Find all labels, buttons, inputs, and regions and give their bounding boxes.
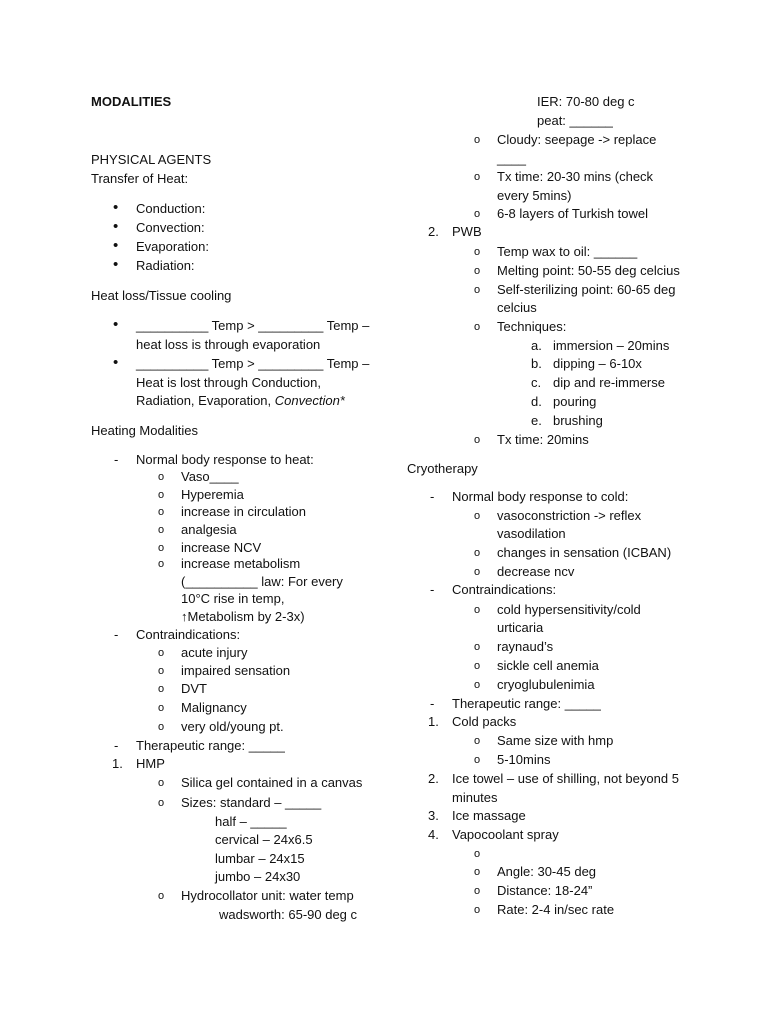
list-item: Distance: 18-24”	[497, 883, 593, 898]
therapeutic-range-cold: Therapeutic range: _____	[452, 696, 601, 711]
circle-bullet-icon: o	[474, 171, 481, 183]
list-item: Convection:	[136, 220, 205, 235]
list-item: Melting point: 50-55 deg celcius	[497, 263, 680, 278]
bullet-icon: •	[113, 256, 119, 273]
circle-bullet-icon: o	[474, 660, 481, 672]
circle-bullet-icon: o	[158, 683, 165, 695]
circle-bullet-icon: o	[158, 558, 165, 570]
list-letter: a.	[531, 338, 542, 353]
list-item-continued: 10°C rise in temp,	[181, 591, 285, 606]
hmp-heading: HMP	[136, 756, 165, 771]
list-item: Conduction:	[136, 201, 206, 216]
list-item: increase NCV	[181, 540, 262, 555]
circle-bullet-icon: o	[158, 647, 165, 659]
dash-marker: -	[430, 696, 435, 711]
list-item: Hyperemia	[181, 487, 244, 502]
convection-emphasis: Convection*	[274, 393, 345, 408]
technique-item: dipping – 6-10x	[553, 356, 642, 371]
document-title: MODALITIES	[91, 94, 172, 109]
list-item: Malignancy	[181, 700, 247, 715]
list-number: 1.	[112, 756, 123, 771]
circle-bullet-icon: o	[158, 797, 165, 809]
list-item: cold hypersensitivity/cold	[497, 602, 641, 617]
list-item: impaired sensation	[181, 663, 291, 678]
list-item: __________ Temp > _________ Temp –	[136, 356, 370, 371]
list-item: Tx time: 20-30 mins (check	[497, 169, 654, 184]
circle-bullet-icon: o	[158, 777, 165, 789]
vapocoolant-heading: Vapocoolant spray	[452, 827, 559, 842]
technique-item: immersion – 20mins	[553, 338, 670, 353]
list-item: increase metabolism	[181, 556, 301, 571]
circle-bullet-icon: o	[474, 566, 481, 578]
circle-bullet-icon: o	[158, 542, 165, 554]
circle-bullet-icon: o	[158, 665, 165, 677]
circle-bullet-icon: o	[158, 702, 165, 714]
list-item: Cloudy: seepage -> replace	[497, 132, 657, 147]
list-number: 1.	[428, 714, 439, 729]
normal-response-cold: Normal body response to cold:	[452, 489, 629, 504]
cold-packs-heading: Cold packs	[452, 714, 517, 729]
list-letter: e.	[531, 413, 542, 428]
circle-bullet-icon: o	[158, 524, 165, 536]
circle-bullet-icon: o	[474, 265, 481, 277]
cryotherapy-heading: Cryotherapy	[407, 461, 478, 476]
bullet-icon: •	[113, 237, 119, 254]
list-item: DVT	[181, 681, 207, 696]
circle-bullet-icon: o	[158, 489, 165, 501]
list-item-continued: ____	[497, 151, 526, 166]
circle-bullet-icon: o	[474, 246, 481, 258]
dash-marker: -	[114, 627, 119, 642]
circle-bullet-icon: o	[474, 321, 481, 333]
list-item-continued: (__________ law: For every	[181, 574, 343, 589]
list-item-continued: peat: ______	[537, 113, 613, 128]
list-item: Hydrocollator unit: water temp	[181, 888, 354, 903]
list-letter: b.	[531, 356, 542, 371]
list-item-continued: heat loss is through evaporation	[136, 337, 321, 352]
circle-bullet-icon: o	[474, 510, 481, 522]
bullet-icon: •	[113, 218, 119, 235]
circle-bullet-icon: o	[158, 471, 165, 483]
circle-bullet-icon: o	[474, 735, 481, 747]
list-item-continued: every 5mins)	[497, 188, 572, 203]
list-item: Silica gel contained in a canvas	[181, 775, 363, 790]
list-item-continued: IER: 70-80 deg c	[537, 94, 635, 109]
contraindications-cold: Contraindications:	[452, 582, 557, 597]
circle-bullet-icon: o	[474, 641, 481, 653]
circle-bullet-icon: o	[474, 679, 481, 691]
list-number: 2.	[428, 771, 439, 786]
list-item-continued: Heat is lost through Conduction,	[136, 375, 321, 390]
list-item: decrease ncv	[497, 564, 575, 579]
circle-bullet-icon: o	[158, 721, 165, 733]
list-item: raynaud’s	[497, 639, 554, 654]
technique-item: pouring	[553, 394, 597, 409]
circle-bullet-icon: o	[474, 547, 481, 559]
list-item-continued	[136, 392, 345, 409]
circle-bullet-icon: o	[474, 754, 481, 766]
pwb-heading: PWB	[452, 224, 482, 239]
bullet-icon: •	[113, 199, 119, 216]
circle-bullet-icon: o	[474, 208, 481, 220]
therapeutic-range-heat: Therapeutic range: _____	[136, 738, 285, 753]
list-item: Techniques:	[497, 319, 567, 334]
list-item: very old/young pt.	[181, 719, 284, 734]
normal-response-heat: Normal body response to heat:	[136, 452, 314, 467]
circle-bullet-icon: o	[474, 134, 481, 146]
dash-marker: -	[114, 738, 119, 753]
list-item: changes in sensation (ICBAN)	[497, 545, 672, 560]
circle-bullet-icon: o	[474, 848, 481, 860]
transfer-of-heat-heading: Transfer of Heat:	[91, 171, 189, 186]
list-item-continued: urticaria	[497, 620, 544, 635]
list-item: Sizes: standard – _____	[181, 795, 322, 810]
list-item: acute injury	[181, 645, 248, 660]
physical-agents-heading: PHYSICAL AGENTS	[91, 152, 212, 167]
circle-bullet-icon: o	[474, 866, 481, 878]
list-item: Tx time: 20mins	[497, 432, 589, 447]
list-number: 2.	[428, 224, 439, 239]
circle-bullet-icon: o	[474, 885, 481, 897]
technique-item: brushing	[553, 413, 603, 428]
list-item-continued: vasodilation	[497, 526, 566, 541]
size-entry: cervical – 24x6.5	[215, 832, 313, 847]
circle-bullet-icon: o	[474, 434, 481, 446]
list-item: Same size with hmp	[497, 733, 614, 748]
list-item: vasoconstriction -> reflex	[497, 508, 642, 523]
list-item: __________ Temp > _________ Temp –	[136, 318, 370, 333]
ice-towel-item: Ice towel – use of shilling, not beyond 5	[452, 771, 679, 786]
circle-bullet-icon: o	[474, 604, 481, 616]
heating-modalities-heading: Heating Modalities	[91, 423, 198, 438]
circle-bullet-icon: o	[474, 904, 481, 916]
size-entry: half – _____	[215, 814, 287, 829]
list-number: 3.	[428, 808, 439, 823]
dash-marker: -	[430, 489, 435, 504]
list-item: Temp wax to oil: ______	[497, 244, 638, 259]
size-entry: lumbar – 24x15	[215, 851, 305, 866]
bullet-icon: •	[113, 354, 119, 371]
dash-marker: -	[430, 582, 435, 597]
ice-massage-item: Ice massage	[452, 808, 526, 823]
circle-bullet-icon: o	[158, 506, 165, 518]
list-item: Radiation:	[136, 258, 195, 273]
list-item-continued: wadsworth: 65-90 deg c	[219, 907, 358, 922]
circle-bullet-icon: o	[474, 284, 481, 296]
list-item: increase in circulation	[181, 504, 307, 519]
list-item: Rate: 2-4 in/sec rate	[497, 902, 615, 917]
list-item: Evaporation:	[136, 239, 209, 254]
size-entry: jumbo – 24x30	[215, 869, 301, 884]
list-item-continued: ↑Metabolism by 2-3x)	[181, 609, 305, 624]
list-item: cryoglubulenimia	[497, 677, 595, 692]
heat-loss-heading: Heat loss/Tissue cooling	[91, 288, 232, 303]
list-item: 5-10mins	[497, 752, 551, 767]
list-item: sickle cell anemia	[497, 658, 599, 673]
circle-bullet-icon: o	[158, 890, 165, 902]
list-item: 6-8 layers of Turkish towel	[497, 206, 649, 221]
list-item: analgesia	[181, 522, 237, 537]
dash-marker: -	[114, 452, 119, 467]
bullet-icon: •	[113, 316, 119, 333]
list-item-text: Radiation, Evaporation,	[136, 393, 275, 408]
list-letter: c.	[531, 375, 542, 390]
list-item-continued: minutes	[452, 790, 498, 805]
technique-item: dip and re-immerse	[553, 375, 665, 390]
contraindications-heat: Contraindications:	[136, 627, 241, 642]
list-item: Angle: 30-45 deg	[497, 864, 597, 879]
list-item-continued: celcius	[497, 300, 537, 315]
list-item: Self-sterilizing point: 60-65 deg	[497, 282, 676, 297]
list-letter: d.	[531, 394, 542, 409]
list-number: 4.	[428, 827, 439, 842]
list-item: Vaso____	[181, 469, 239, 484]
